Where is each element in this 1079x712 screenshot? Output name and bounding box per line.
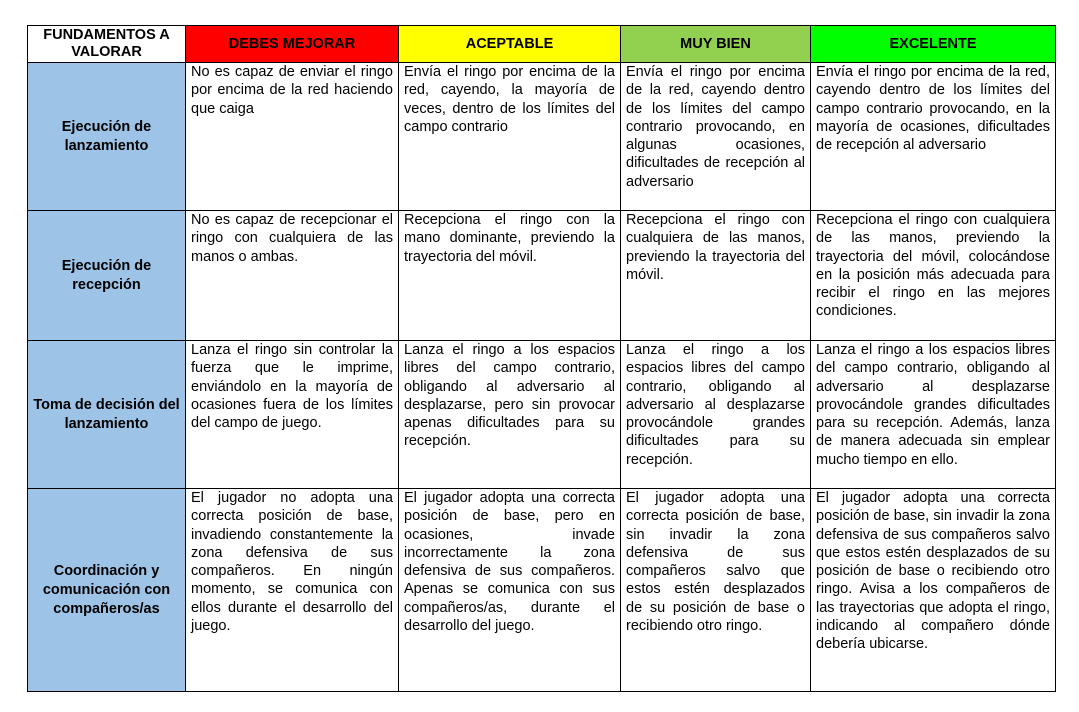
header-excelente: EXCELENTE xyxy=(811,26,1056,63)
cell-lanzamiento-aceptable: Envía el ringo por encima de la red, cayendo, la mayoría de veces, dentro de los límites del campo contrario xyxy=(399,63,621,211)
cell-lanzamiento-debes-mejorar: No es capaz de enviar el ringo por encima de la red haciendo que caiga xyxy=(186,63,399,211)
row-header-recepcion: Ejecución de recepción xyxy=(28,211,186,341)
evaluation-rubric-table xyxy=(27,25,1056,692)
cell-recepcion-debes-mejorar: No es capaz de recepcionar el ringo con cualquiera de las manos o ambas. xyxy=(186,211,399,341)
cell-coordinacion-aceptable: El jugador adopta una correcta posición de base, pero en ocasiones, invade incorrectamente la zona defensiva de sus compañeros. Apenas se comunica con sus compañeros/as, durante el desarrollo del juego. xyxy=(399,489,621,692)
table-row xyxy=(28,489,1056,692)
cell-coordinacion-muy-bien: El jugador adopta una correcta posición de base, sin invadir la zona defensiva de sus compañeros salvo que estos estén desplazados de su posición de base o recibiendo otro ringo. xyxy=(621,489,811,692)
row-header-lanzamiento: Ejecución de lanzamiento xyxy=(28,63,186,211)
cell-lanzamiento-excelente: Envía el ringo por encima de la red, cayendo dentro de los límites del campo contrario provocando, en la mayoría de ocasiones, dificultades de recepción al adversario xyxy=(811,63,1056,211)
header-row xyxy=(28,26,1056,63)
cell-lanzamiento-muy-bien: Envía el ringo por encima de la red, cayendo dentro de los límites del campo contrario provocando, en algunas ocasiones, dificultades de recepción al adversario xyxy=(621,63,811,211)
header-debes-mejorar: DEBES MEJORAR xyxy=(186,26,399,63)
table-row xyxy=(28,211,1056,341)
header-aceptable: ACEPTABLE xyxy=(399,26,621,63)
cell-coordinacion-debes-mejorar: El jugador no adopta una correcta posición de base, invadiendo constantemente la zona defensiva de sus compañeros. En ningún momento, se comunica con ellos durante el desarrollo del juego. xyxy=(186,489,399,692)
cell-decision-excelente: Lanza el ringo a los espacios libres del campo contrario, obligando al adversario al desplazarse provocándole grandes dificultades para su recepción. Además, lanza de manera adecuada sin emplear mucho tiempo en ello. xyxy=(811,341,1056,489)
header-muy-bien: MUY BIEN xyxy=(621,26,811,63)
table-row xyxy=(28,63,1056,211)
cell-recepcion-aceptable: Recepciona el ringo con la mano dominante, previendo la trayectoria del móvil. xyxy=(399,211,621,341)
cell-recepcion-excelente: Recepciona el ringo con cualquiera de las manos, previendo la trayectoria del móvil, colocándose en la posición más adecuada para recibir el ringo en las mejores condiciones. xyxy=(811,211,1056,341)
header-fundamentos: FUNDAMENTOS A VALORAR xyxy=(28,26,186,63)
cell-recepcion-muy-bien: Recepciona el ringo con cualquiera de las manos, previendo la trayectoria del móvil. xyxy=(621,211,811,341)
table-row xyxy=(28,341,1056,489)
cell-decision-debes-mejorar: Lanza el ringo sin controlar la fuerza que le imprime, enviándolo en la mayoría de ocasiones fuera de los límites del campo de juego. xyxy=(186,341,399,489)
cell-coordinacion-excelente: El jugador adopta una correcta posición de base, sin invadir la zona defensiva de sus compañeros salvo que estos estén desplazados de su posición de base o recibiendo otro ringo. Avisa a los compañeros de las trayectorias que adopta el ringo, indicando al compañero dónde debería ubicarse. xyxy=(811,489,1056,692)
row-header-toma-decision: Toma de decisión del lanzamiento xyxy=(28,341,186,489)
cell-decision-muy-bien: Lanza el ringo a los espacios libres del campo contrario, obligando al adversario al desplazarse provocándole grandes dificultades para su recepción. xyxy=(621,341,811,489)
cell-decision-aceptable: Lanza el ringo a los espacios libres del campo contrario, obligando al adversario al desplazarse, pero sin provocar apenas dificultades para su recepción. xyxy=(399,341,621,489)
row-header-coordinacion: Coordinación y comunicación con compañeros/as xyxy=(28,489,186,692)
